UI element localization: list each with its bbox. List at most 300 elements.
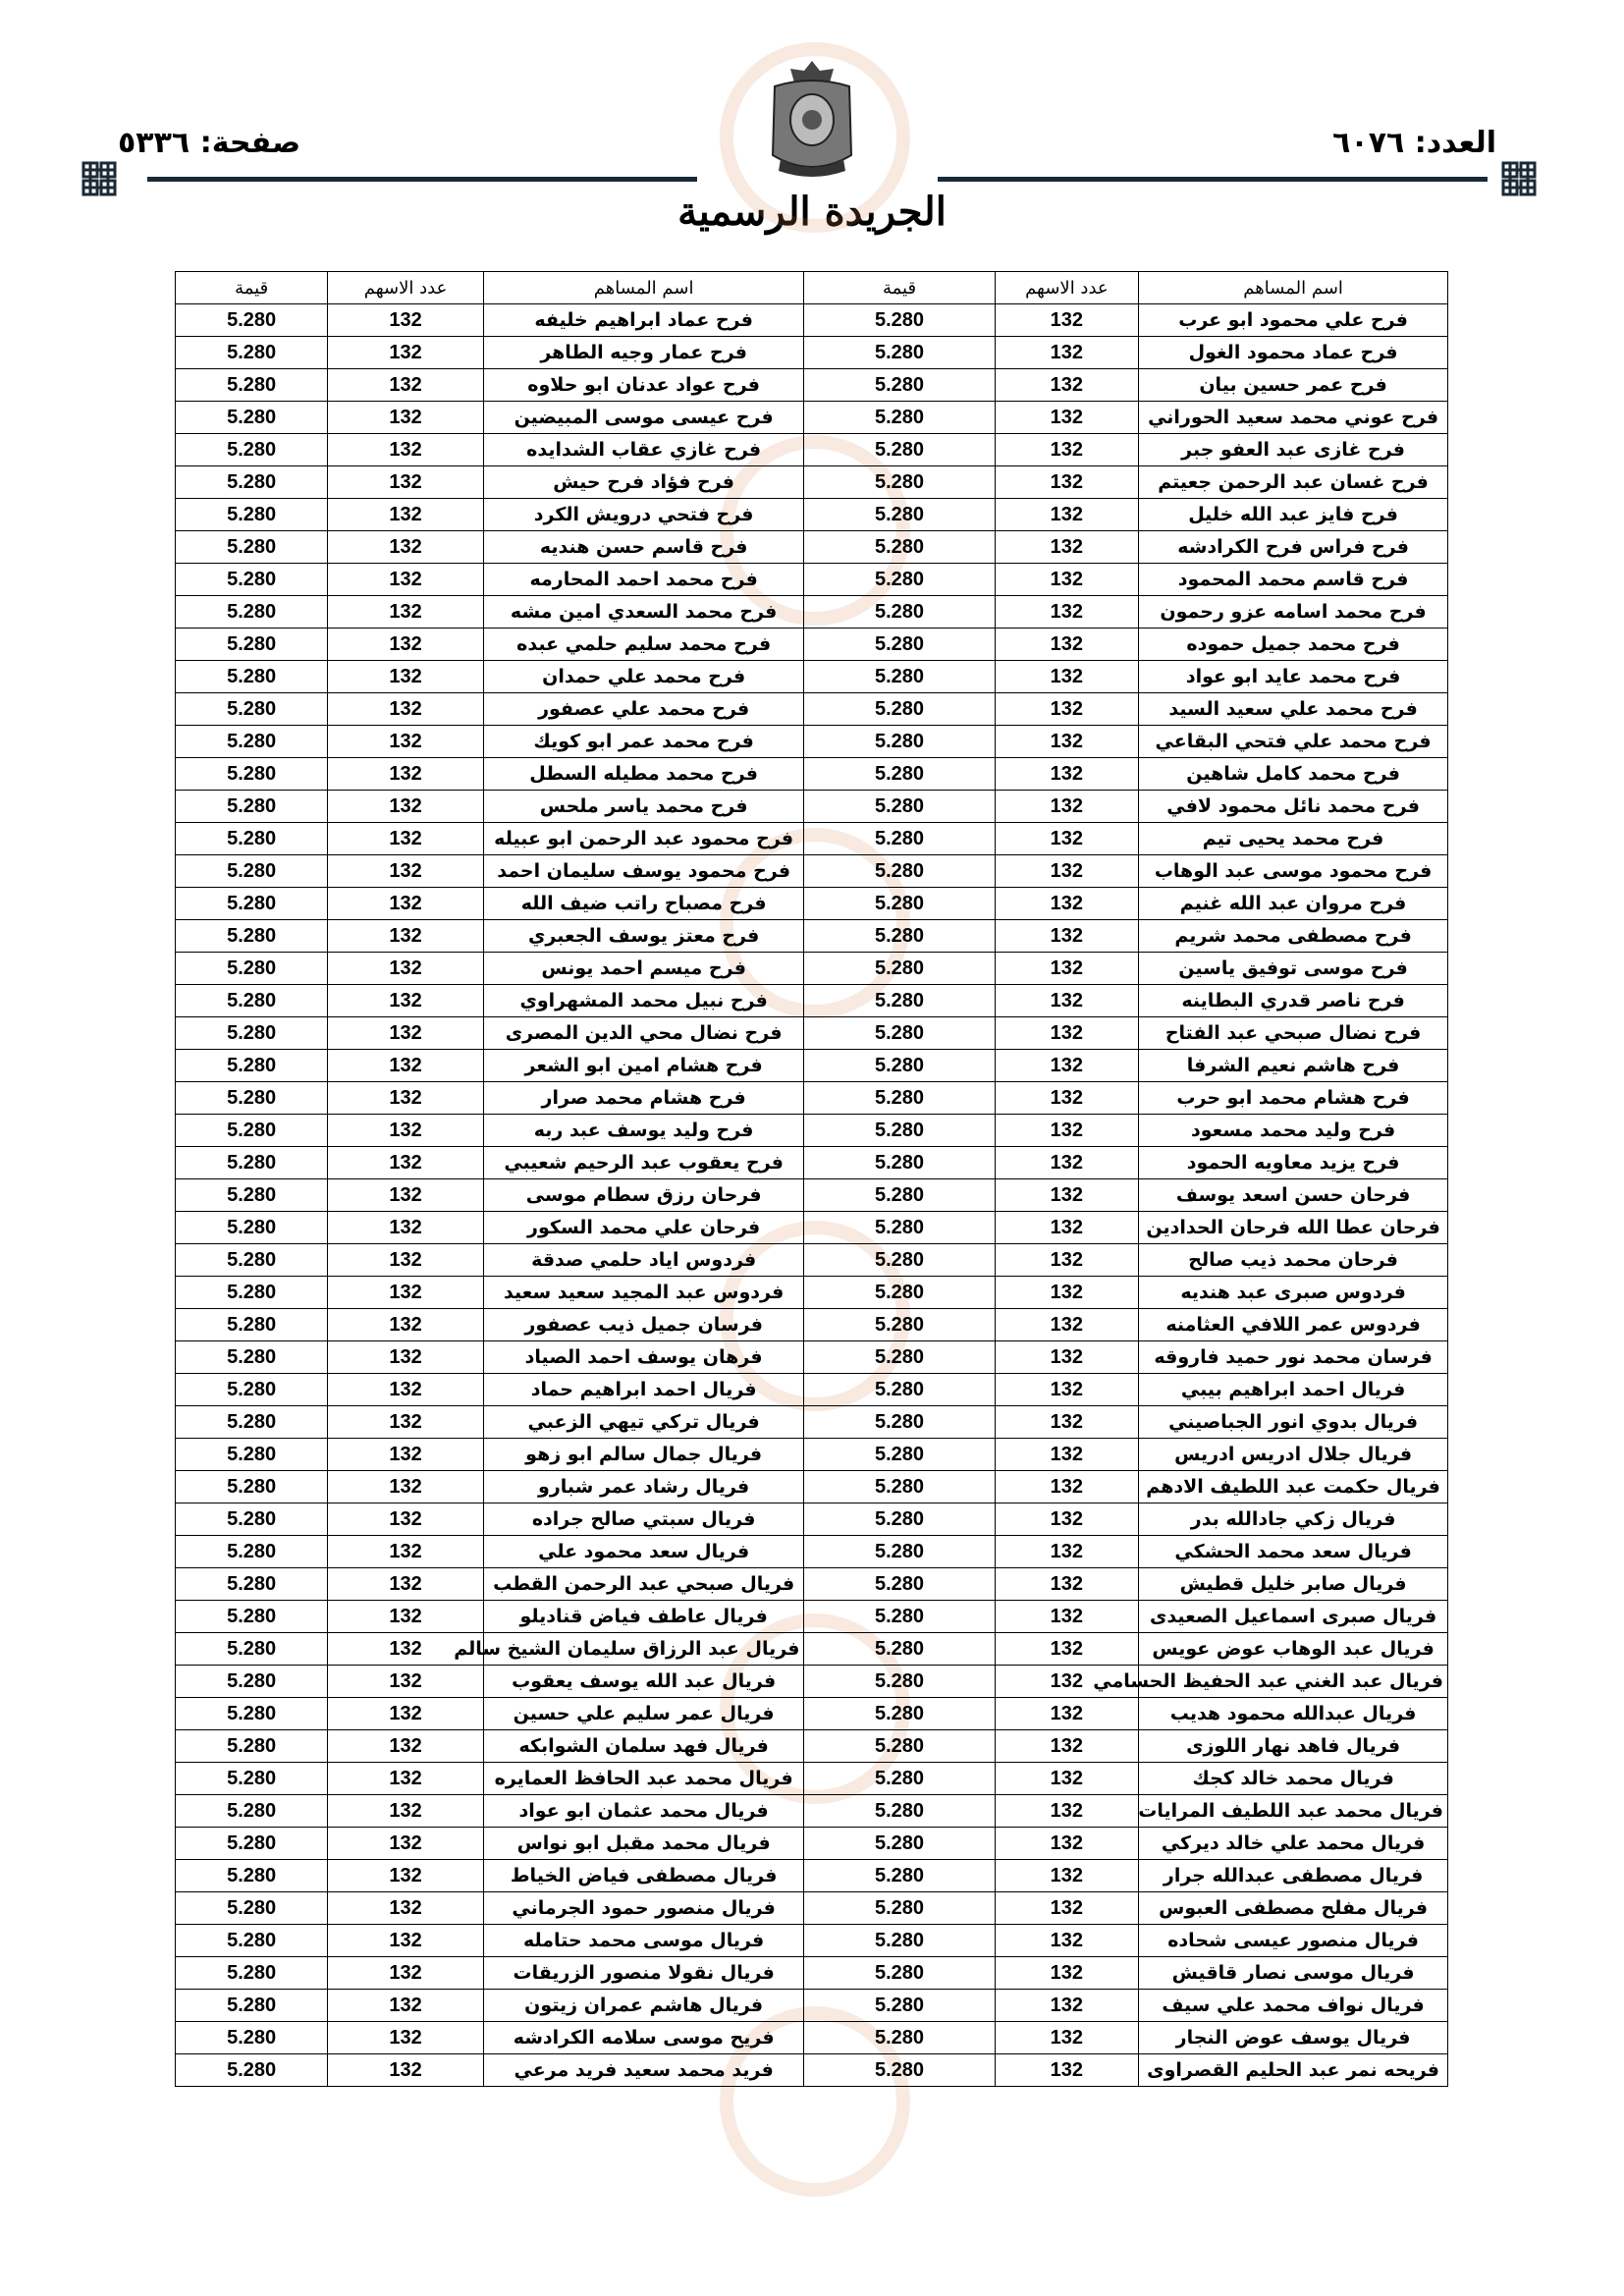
share-value: 5.280	[804, 1017, 995, 1050]
share-value: 5.280	[176, 564, 328, 596]
share-value: 5.280	[804, 661, 995, 693]
shareholder-name: فرح مروان عبد الله غنيم	[1139, 888, 1448, 920]
share-value: 5.280	[176, 693, 328, 726]
shareholder-name: فرح محمد علي عصفور	[483, 693, 804, 726]
shareholder-name: فرح هشام امين ابو الشعر	[483, 1050, 804, 1082]
share-count: 132	[995, 1471, 1139, 1503]
share-count: 132	[328, 1568, 483, 1601]
table-row	[176, 1763, 1448, 1795]
share-count: 132	[995, 1860, 1139, 1892]
shareholder-name: فريال منصور عيسى شحاده	[1139, 1925, 1448, 1957]
share-count: 132	[328, 1666, 483, 1698]
table-row	[176, 629, 1448, 661]
share-value: 5.280	[176, 596, 328, 629]
share-value: 5.280	[176, 1309, 328, 1341]
share-count: 132	[328, 1115, 483, 1147]
share-count: 132	[328, 337, 483, 369]
share-count: 132	[328, 1179, 483, 1212]
share-count: 132	[995, 1957, 1139, 1990]
share-value: 5.280	[176, 369, 328, 402]
shareholder-name: فريال يوسف عوض النجار	[1139, 2022, 1448, 2054]
share-count: 132	[328, 1828, 483, 1860]
share-count: 132	[328, 1925, 483, 1957]
share-value: 5.280	[804, 888, 995, 920]
share-value: 5.280	[176, 791, 328, 823]
column-header-value: قيمة	[804, 272, 995, 304]
table-row	[176, 1439, 1448, 1471]
column-header-name: اسم المساهم	[1139, 272, 1448, 304]
table-row	[176, 466, 1448, 499]
share-value: 5.280	[804, 499, 995, 531]
table-row	[176, 304, 1448, 337]
shareholder-name: فرح محمود موسى عبد الوهاب	[1139, 855, 1448, 888]
shareholder-name: فرح نبيل محمد المشهراوي	[483, 985, 804, 1017]
share-count: 132	[995, 1244, 1139, 1277]
shareholder-name: فرح محمد علي فتحي البقاعي	[1139, 726, 1448, 758]
table-row	[176, 1990, 1448, 2022]
share-value: 5.280	[804, 1277, 995, 1309]
shareholder-name: فرح عواد عدنان ابو حلاوه	[483, 369, 804, 402]
share-value: 5.280	[804, 855, 995, 888]
share-value: 5.280	[804, 1828, 995, 1860]
share-count: 132	[328, 1795, 483, 1828]
shareholder-name: فرح محمد اسامه عزو رحمون	[1139, 596, 1448, 629]
table-row	[176, 531, 1448, 564]
share-count: 132	[328, 1212, 483, 1244]
share-count: 132	[995, 402, 1139, 434]
share-value: 5.280	[804, 693, 995, 726]
shareholder-name: فردوس اياد حلمي صدقة	[483, 1244, 804, 1277]
page-number: صفحة: ٥٣٣٦	[118, 126, 301, 160]
shareholder-name: فرح يعقوب عبد الرحيم شعيبي	[483, 1147, 804, 1179]
share-count: 132	[995, 2054, 1139, 2087]
share-value: 5.280	[804, 1698, 995, 1730]
shareholder-name: فريحه نمر عبد الحليم القصراوى	[1139, 2054, 1448, 2087]
share-count: 132	[995, 1698, 1139, 1730]
share-count: 132	[328, 629, 483, 661]
shareholder-name: فريال جلال ادريس ادريس	[1139, 1439, 1448, 1471]
share-count: 132	[995, 726, 1139, 758]
share-value: 5.280	[804, 2054, 995, 2087]
shareholder-name: فرح ميسم احمد يونس	[483, 953, 804, 985]
share-count: 132	[328, 693, 483, 726]
table-row	[176, 758, 1448, 791]
share-value: 5.280	[804, 434, 995, 466]
share-count: 132	[328, 596, 483, 629]
share-count: 132	[995, 369, 1139, 402]
share-count: 132	[328, 1730, 483, 1763]
table-row	[176, 1633, 1448, 1666]
share-value: 5.280	[176, 1795, 328, 1828]
issue-number: العدد: ٦٠٧٦	[1332, 126, 1496, 160]
column-header-value: قيمة	[176, 272, 328, 304]
share-count: 132	[995, 1115, 1139, 1147]
shareholder-name: فريال احمد ابراهيم حماد	[483, 1374, 804, 1406]
share-count: 132	[328, 2054, 483, 2087]
share-value: 5.280	[804, 1666, 995, 1698]
share-count: 132	[995, 953, 1139, 985]
share-count: 132	[328, 953, 483, 985]
share-count: 132	[995, 304, 1139, 337]
shareholder-name: فرح عيسى موسى المبيضين	[483, 402, 804, 434]
share-value: 5.280	[804, 337, 995, 369]
table-row	[176, 726, 1448, 758]
share-value: 5.280	[804, 1536, 995, 1568]
share-value: 5.280	[804, 1503, 995, 1536]
share-value: 5.280	[176, 466, 328, 499]
shareholder-name: فرحان محمد ذيب صالح	[1139, 1244, 1448, 1277]
share-value: 5.280	[176, 1892, 328, 1925]
share-value: 5.280	[804, 1309, 995, 1341]
table-row	[176, 693, 1448, 726]
shareholder-name: فريال عبد الرزاق سليمان الشيخ سالم	[483, 1633, 804, 1666]
share-value: 5.280	[176, 2054, 328, 2087]
shareholder-name: فريال صبحي عبد الرحمن القطب	[483, 1568, 804, 1601]
share-value: 5.280	[176, 1341, 328, 1374]
shareholder-name: فرح محمد مطيله السطل	[483, 758, 804, 791]
share-count: 132	[328, 1082, 483, 1115]
share-value: 5.280	[176, 1439, 328, 1471]
shareholder-name: فردوس عبد المجيد سعيد سعيد	[483, 1277, 804, 1309]
share-count: 132	[995, 888, 1139, 920]
shareholder-name: فريال فاهد نهار اللوزى	[1139, 1730, 1448, 1763]
shareholder-name: فريد محمد سعيد فريد مرعي	[483, 2054, 804, 2087]
share-count: 132	[995, 1017, 1139, 1050]
table-row	[176, 791, 1448, 823]
table-row	[176, 1017, 1448, 1050]
shareholder-name: فرح عماد ابراهيم خليفه	[483, 304, 804, 337]
table-row	[176, 1471, 1448, 1503]
share-count: 132	[328, 1633, 483, 1666]
share-value: 5.280	[804, 985, 995, 1017]
shareholder-name: فريال عبد الغني عبد الحفيظ الحسامي	[1139, 1666, 1448, 1698]
share-value: 5.280	[804, 953, 995, 985]
share-count: 132	[328, 1763, 483, 1795]
share-value: 5.280	[804, 1341, 995, 1374]
share-value: 5.280	[804, 1990, 995, 2022]
share-value: 5.280	[176, 531, 328, 564]
share-count: 132	[995, 1828, 1139, 1860]
share-count: 132	[328, 1503, 483, 1536]
share-count: 132	[328, 855, 483, 888]
shareholder-name: فريال عاطف فياض قناديلو	[483, 1601, 804, 1633]
share-count: 132	[995, 1892, 1139, 1925]
shareholder-name: فريال محمد عثمان ابو عواد	[483, 1795, 804, 1828]
shareholder-name: فرسان محمد نور حميد فاروقه	[1139, 1341, 1448, 1374]
share-count: 132	[995, 629, 1139, 661]
share-count: 132	[995, 1309, 1139, 1341]
shareholder-name: فرح فتحي درويش الكرد	[483, 499, 804, 531]
shareholder-name: فرح نضال صبحي عبد الفتاح	[1139, 1017, 1448, 1050]
share-count: 132	[995, 855, 1139, 888]
shareholder-name: فريال موسى محمد حتامله	[483, 1925, 804, 1957]
shareholder-name: فريال سبتي صالح جراده	[483, 1503, 804, 1536]
table-row	[176, 920, 1448, 953]
share-count: 132	[328, 1341, 483, 1374]
share-value: 5.280	[804, 1730, 995, 1763]
table-row	[176, 499, 1448, 531]
shareholder-name: فريال محمد خالد كجك	[1139, 1763, 1448, 1795]
shareholder-name: فرح محمد كامل شاهين	[1139, 758, 1448, 791]
coat-of-arms-icon	[761, 57, 863, 183]
column-header-name: اسم المساهم	[483, 272, 804, 304]
shareholder-name: فرسان جميل ذيب عصفور	[483, 1309, 804, 1341]
share-count: 132	[328, 1536, 483, 1568]
shareholder-name: فرح محمد سليم حلمي عبده	[483, 629, 804, 661]
share-count: 132	[995, 758, 1139, 791]
shareholder-name: فرح محمد علي حمدان	[483, 661, 804, 693]
share-value: 5.280	[804, 1374, 995, 1406]
share-count: 132	[328, 1439, 483, 1471]
shareholder-name: فرح مصطفى محمد شريم	[1139, 920, 1448, 953]
shareholder-name: فريال محمد عبد الحافظ العمايره	[483, 1763, 804, 1795]
share-value: 5.280	[804, 1406, 995, 1439]
share-count: 132	[995, 434, 1139, 466]
share-count: 132	[328, 1244, 483, 1277]
share-value: 5.280	[804, 791, 995, 823]
share-value: 5.280	[804, 1568, 995, 1601]
share-value: 5.280	[176, 823, 328, 855]
share-count: 132	[995, 1763, 1139, 1795]
share-value: 5.280	[176, 888, 328, 920]
shareholder-name: فرح عماد محمود الغول	[1139, 337, 1448, 369]
table-row	[176, 1536, 1448, 1568]
shareholder-name: فريال جمال سالم ابو زهو	[483, 1439, 804, 1471]
share-count: 132	[995, 920, 1139, 953]
shareholder-name: فرح محمد يحيى تيم	[1139, 823, 1448, 855]
share-count: 132	[328, 726, 483, 758]
share-count: 132	[328, 1860, 483, 1892]
table-row	[176, 369, 1448, 402]
shareholder-name: فرح غازى عبد العفو جبر	[1139, 434, 1448, 466]
share-value: 5.280	[176, 1698, 328, 1730]
table-row	[176, 1925, 1448, 1957]
table-row	[176, 888, 1448, 920]
header-rule-left	[147, 177, 697, 182]
table-row	[176, 2022, 1448, 2054]
share-value: 5.280	[176, 1212, 328, 1244]
shareholder-name: فرح هشام محمد صرار	[483, 1082, 804, 1115]
shareholder-name: فرهان يوسف احمد الصياد	[483, 1341, 804, 1374]
share-count: 132	[328, 1471, 483, 1503]
share-value: 5.280	[176, 1471, 328, 1503]
shareholder-name: فرح وليد محمد مسعود	[1139, 1115, 1448, 1147]
share-count: 132	[328, 369, 483, 402]
share-count: 132	[995, 1666, 1139, 1698]
shareholder-name: فردوس صبرى عبد هنديه	[1139, 1277, 1448, 1309]
table-row	[176, 1666, 1448, 1698]
share-count: 132	[328, 2022, 483, 2054]
shareholder-name: فريال محمد مقبل ابو نواس	[483, 1828, 804, 1860]
shareholder-name: فرح هاشم نعيم الشرفا	[1139, 1050, 1448, 1082]
share-count: 132	[995, 791, 1139, 823]
share-count: 132	[328, 466, 483, 499]
share-value: 5.280	[804, 629, 995, 661]
shareholder-name: فرح موسى توفيق ياسين	[1139, 953, 1448, 985]
share-value: 5.280	[804, 1115, 995, 1147]
share-value: 5.280	[804, 1763, 995, 1795]
shareholder-name: فرح محمد احمد المحارمه	[483, 564, 804, 596]
share-count: 132	[328, 1406, 483, 1439]
share-count: 132	[328, 1017, 483, 1050]
shareholder-name: فريال محمد علي خالد ديركي	[1139, 1828, 1448, 1860]
share-count: 132	[328, 304, 483, 337]
share-count: 132	[995, 564, 1139, 596]
shareholder-name: فريال مفلح مصطفى العبوس	[1139, 1892, 1448, 1925]
share-value: 5.280	[804, 1147, 995, 1179]
share-count: 132	[995, 1341, 1139, 1374]
share-count: 132	[995, 1212, 1139, 1244]
share-value: 5.280	[176, 1601, 328, 1633]
share-value: 5.280	[176, 1406, 328, 1439]
share-value: 5.280	[176, 1990, 328, 2022]
share-count: 132	[995, 1406, 1139, 1439]
share-value: 5.280	[804, 1601, 995, 1633]
share-value: 5.280	[804, 2022, 995, 2054]
share-value: 5.280	[176, 402, 328, 434]
share-value: 5.280	[176, 1179, 328, 1212]
table-row	[176, 1341, 1448, 1374]
share-count: 132	[328, 888, 483, 920]
share-value: 5.280	[804, 1795, 995, 1828]
shareholder-name: فريال زكي جادالله بدر	[1139, 1503, 1448, 1536]
table-row	[176, 596, 1448, 629]
shareholder-name: فرح محمد عايد ابو عواد	[1139, 661, 1448, 693]
share-count: 132	[328, 499, 483, 531]
share-count: 132	[995, 1795, 1139, 1828]
shareholder-name: فريال صبرى اسماعيل الصعيدى	[1139, 1601, 1448, 1633]
shareholder-name: فرح محمد علي سعيد السيد	[1139, 693, 1448, 726]
shareholder-name: فرحان حسن اسعد يوسف	[1139, 1179, 1448, 1212]
shareholder-name: فريال عبد الوهاب عوض عويس	[1139, 1633, 1448, 1666]
share-value: 5.280	[176, 337, 328, 369]
share-count: 132	[328, 434, 483, 466]
shareholder-name: فريال سعد محمود علي	[483, 1536, 804, 1568]
share-count: 132	[995, 1633, 1139, 1666]
shareholder-name: فرح محمد عمر ابو كويك	[483, 726, 804, 758]
table-row	[176, 1957, 1448, 1990]
shareholder-name: فرح مصباح راتب ضيف الله	[483, 888, 804, 920]
share-count: 132	[328, 985, 483, 1017]
shareholder-name: فريال فهد سلمان الشوابكه	[483, 1730, 804, 1763]
shareholder-name: فرح نضال محي الدين المصرى	[483, 1017, 804, 1050]
share-value: 5.280	[176, 629, 328, 661]
share-value: 5.280	[176, 1017, 328, 1050]
table-header-row	[176, 272, 1448, 304]
table-row	[176, 1601, 1448, 1633]
shareholder-name: فرح غازي عقاب الشدايده	[483, 434, 804, 466]
shareholder-name: فرح محمد ياسر ملحس	[483, 791, 804, 823]
share-value: 5.280	[804, 1892, 995, 1925]
share-value: 5.280	[176, 1536, 328, 1568]
shareholder-name: فريال منصور حمود الجرماني	[483, 1892, 804, 1925]
table-row	[176, 1860, 1448, 1892]
share-value: 5.280	[176, 985, 328, 1017]
share-value: 5.280	[176, 661, 328, 693]
header-rule-right	[938, 177, 1488, 182]
share-count: 132	[995, 1730, 1139, 1763]
share-count: 132	[995, 1536, 1139, 1568]
page-header	[0, 0, 1624, 260]
table-row	[176, 661, 1448, 693]
shareholder-name: فردوس عمر اللافي العثامنه	[1139, 1309, 1448, 1341]
share-value: 5.280	[804, 1439, 995, 1471]
share-count: 132	[328, 1957, 483, 1990]
share-value: 5.280	[176, 1666, 328, 1698]
table-row	[176, 1568, 1448, 1601]
share-value: 5.280	[176, 1730, 328, 1763]
share-value: 5.280	[176, 726, 328, 758]
table-row	[176, 1406, 1448, 1439]
shareholder-name: فريال مصطفى عبدالله جرار	[1139, 1860, 1448, 1892]
table-row	[176, 1503, 1448, 1536]
table-row	[176, 1244, 1448, 1277]
share-count: 132	[995, 1179, 1139, 1212]
table-row	[176, 1828, 1448, 1860]
shareholder-name: فريال صابر خليل قطيش	[1139, 1568, 1448, 1601]
gazette-title: الجريدة الرسمية	[677, 189, 947, 235]
share-count: 132	[995, 337, 1139, 369]
share-value: 5.280	[176, 1082, 328, 1115]
share-value: 5.280	[804, 1860, 995, 1892]
share-value: 5.280	[176, 1763, 328, 1795]
shareholder-name: فرح محمود عبد الرحمن ابو عبيله	[483, 823, 804, 855]
share-count: 132	[995, 466, 1139, 499]
column-header-shares: عدد الاسهم	[995, 272, 1139, 304]
share-value: 5.280	[176, 855, 328, 888]
share-value: 5.280	[176, 1277, 328, 1309]
share-value: 5.280	[176, 1115, 328, 1147]
table-row	[176, 402, 1448, 434]
share-count: 132	[995, 499, 1139, 531]
shareholder-name: فرحان عطا الله فرحان الحدادين	[1139, 1212, 1448, 1244]
share-value: 5.280	[804, 1050, 995, 1082]
share-value: 5.280	[804, 726, 995, 758]
table-row	[176, 1277, 1448, 1309]
share-count: 132	[995, 985, 1139, 1017]
shareholder-name: فريال محمد عبد اللطيف المرايات	[1139, 1795, 1448, 1828]
shareholder-name: فرح معتز يوسف الجعبري	[483, 920, 804, 953]
shareholder-name: فريال هاشم عمران زيتون	[483, 1990, 804, 2022]
share-value: 5.280	[176, 758, 328, 791]
table-row	[176, 823, 1448, 855]
share-value: 5.280	[176, 1244, 328, 1277]
table-row	[176, 1309, 1448, 1341]
share-value: 5.280	[804, 1633, 995, 1666]
share-value: 5.280	[804, 1471, 995, 1503]
share-value: 5.280	[176, 1860, 328, 1892]
share-value: 5.280	[176, 1374, 328, 1406]
share-value: 5.280	[176, 1925, 328, 1957]
table-row	[176, 564, 1448, 596]
share-count: 132	[995, 1601, 1139, 1633]
shareholder-name: فرح فراس فرح الكرادشه	[1139, 531, 1448, 564]
shareholder-name: فريال سعد محمد الحشكي	[1139, 1536, 1448, 1568]
shareholder-name: فريح موسى سلامه الكرادشه	[483, 2022, 804, 2054]
shareholder-name: فريال عمر سليم علي حسين	[483, 1698, 804, 1730]
table-row	[176, 1212, 1448, 1244]
shareholder-name: فريال بدوي انور الجباصيني	[1139, 1406, 1448, 1439]
table-row	[176, 337, 1448, 369]
share-value: 5.280	[804, 369, 995, 402]
share-count: 132	[995, 1147, 1139, 1179]
table-row	[176, 1115, 1448, 1147]
shareholder-name: فرح عوني محمد سعيد الحوراني	[1139, 402, 1448, 434]
shareholders-table	[175, 271, 1448, 2087]
shareholder-name: فرح قاسم محمد المحمود	[1139, 564, 1448, 596]
table-row	[176, 1374, 1448, 1406]
table-row	[176, 1050, 1448, 1082]
